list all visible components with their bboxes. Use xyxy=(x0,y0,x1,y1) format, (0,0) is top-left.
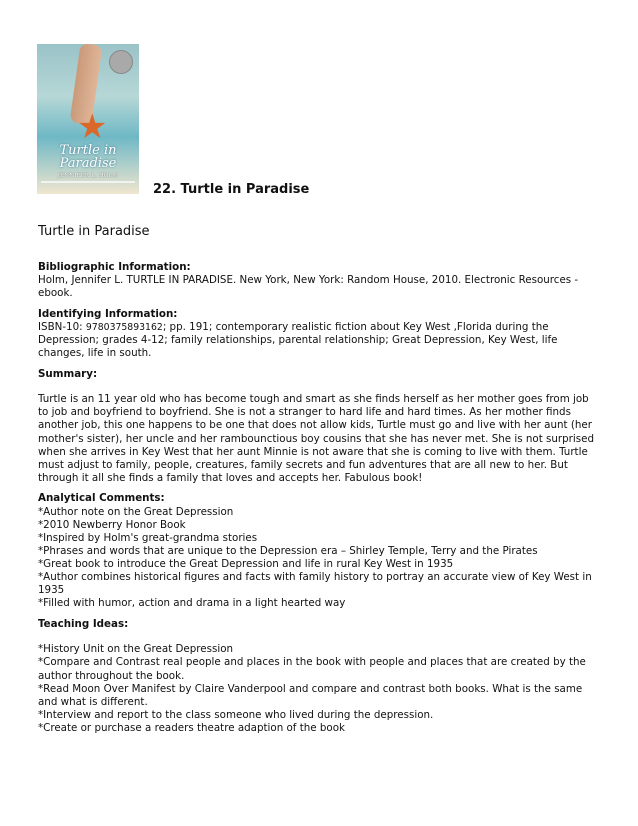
book-cover-image xyxy=(37,44,139,194)
analytical-item: *Inspired by Holm's great-grandma stories xyxy=(38,531,258,544)
isbn-number: 9780375893162 xyxy=(85,321,163,333)
identifying-label: Identifying Information: xyxy=(38,307,178,320)
bibliographic-label: Bibliographic Information: xyxy=(38,261,191,273)
teaching-item: *Interview and report to the class someone who lived during the depression. xyxy=(38,708,434,721)
cover-tagline-bar xyxy=(41,181,135,183)
summary-text: Turtle is an 11 year old who has become tough and smart as she finds herself as her mother goes from job to job and boyfriend to boyfriend. She is not a stranger to hard life and hard times. As her mother finds another job, this one happens to be one that does not allow kids, Turtle must go and live with her aunt (her mother's sister), her uncle and her rambounctious boy cousins that she has never met. She is not surprised when she arrives in Key West that her aunt Minnie is not aware that she is coming to live with them. Turtle must adjust to family, people, creatures, family secrets and fun adventures that are all new to her. But through it all she finds a family that loves and accepts her. Fabulous book! xyxy=(38,393,595,484)
book-review-body xyxy=(38,261,600,735)
cover-title: Turtle in Paradise xyxy=(59,143,117,171)
page-heading: 22. Turtle in Paradise xyxy=(153,182,310,197)
analytical-item: *Phrases and words that are unique to the Depression era – Shirley Temple, Terry and the Pirates xyxy=(38,544,538,557)
summary-label: Summary: xyxy=(38,367,98,380)
teaching-item: *Compare and Contrast real people and places in the book with people and places that are created by the author throughout the book. xyxy=(38,656,586,682)
analytical-item: *Author note on the Great Depression xyxy=(38,505,234,518)
analytical-label: Analytical Comments: xyxy=(38,492,165,505)
identifying-text: ISBN-10: 9780375893162; pp. 191; contemporary realistic fiction about Key West ,Florida during the Depression; grades 4-12; family relationships, parental relationship; Great Depression, Key West, life changes, life in south. xyxy=(38,320,558,360)
book-title: Turtle in Paradise xyxy=(38,224,150,239)
analytical-item: *Author combines historical figures and facts with family history to portray an accurate view of Key West in 1935 xyxy=(38,570,592,597)
analytical-item: *2010 Newberry Honor Book xyxy=(38,518,186,531)
bibliographic-text: Holm, Jennifer L. TURTLE IN PARADISE. New York, New York: Random House, 2010. Electronic Resources - ebook. xyxy=(38,274,579,300)
teaching-item: *Read Moon Over Manifest by Claire Vanderpool and compare and contrast both books. What is the same and what is different. xyxy=(38,682,583,708)
starfish-icon: ★ xyxy=(77,107,108,147)
teaching-label: Teaching Ideas: xyxy=(38,617,129,630)
cover-author: JENNIFER L. HOLM xyxy=(57,173,119,179)
teaching-item: *History Unit on the Great Depression xyxy=(38,643,234,656)
newbery-honor-seal xyxy=(109,50,133,74)
analytical-item: *Filled with humor, action and drama in a light hearted way xyxy=(38,597,346,610)
teaching-item: *Create or purchase a readers theatre adaption of the book xyxy=(38,721,345,734)
analytical-item: *Great book to introduce the Great Depression and life in rural Key West in 1935 xyxy=(38,557,454,570)
